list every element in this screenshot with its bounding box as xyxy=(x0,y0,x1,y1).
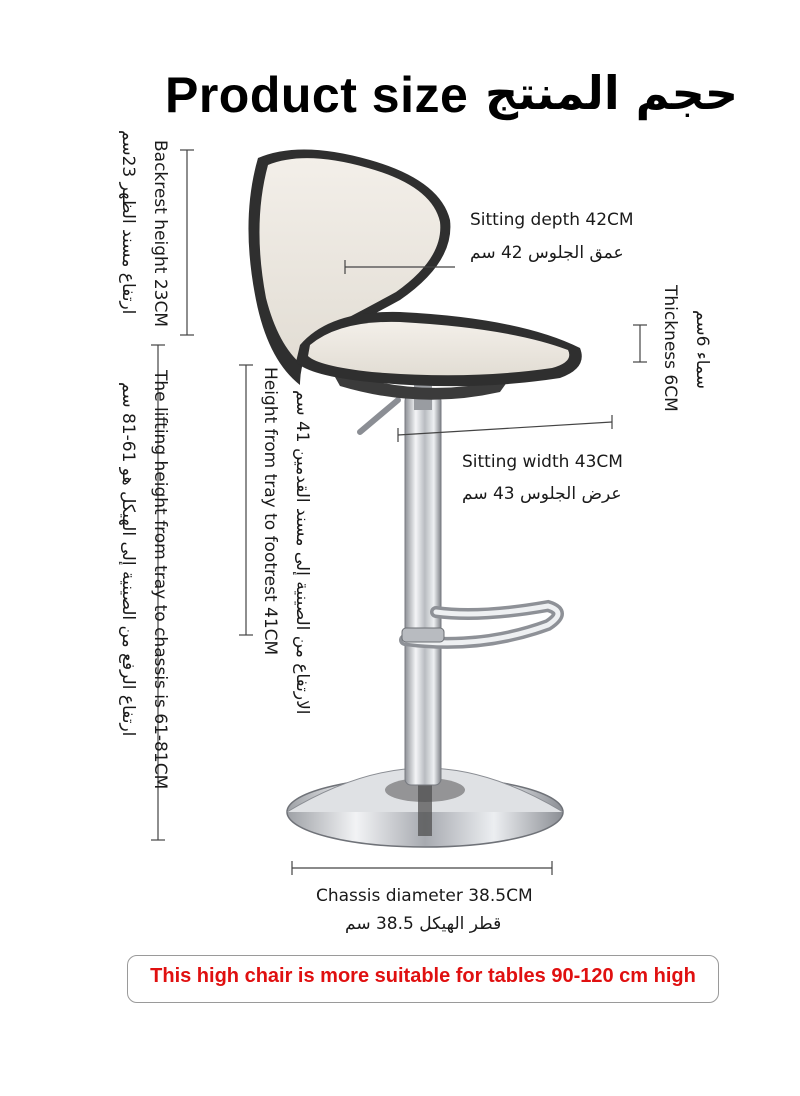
chair-pole xyxy=(405,395,441,785)
sitting-depth-label-arabic: عمق الجلوس 42 سم xyxy=(470,243,624,263)
sitting-width-label-arabic: عرض الجلوس 43 سم xyxy=(462,484,622,504)
footrest-height-label: Height from tray to footrest 41CM xyxy=(260,367,280,656)
lifting-height-label: The lifting height from tray to chassis is 61-81CM xyxy=(150,370,170,790)
thickness-label-arabic: سماء 6سم xyxy=(692,310,712,390)
table-height-note xyxy=(127,955,719,1003)
thickness-label: Thickness 6CM xyxy=(660,285,680,412)
chassis-diameter-label: Chassis diameter 38.5CM xyxy=(316,886,533,906)
sitting-width-label: Sitting width 43CM xyxy=(462,452,623,472)
lifting-height-label-arabic: ارتفاع الرفع من الصينية إلى الهيكل هو 61-81 سم xyxy=(118,382,138,737)
lift-lever xyxy=(360,400,398,432)
backrest-height-label-arabic: ارتفاع مسند الظهر 23سم xyxy=(118,130,138,315)
footrest-height-label-arabic: الارتفاع من الصينية إلى مسند القدمين 41 سم xyxy=(292,390,312,715)
chair-seat xyxy=(296,312,582,386)
page-title-arabic: حجم المنتج xyxy=(485,66,738,120)
backrest-height-label: Backrest height 23CM xyxy=(150,140,170,328)
page-title: Product size xyxy=(165,67,469,123)
table-height-note-text: This high chair is more suitable for tables 90-120 cm high xyxy=(150,965,696,987)
sitting-depth-label: Sitting depth 42CM xyxy=(470,210,634,230)
chassis-diameter-label-arabic: قطر الهيكل 38.5 سم xyxy=(345,914,502,934)
